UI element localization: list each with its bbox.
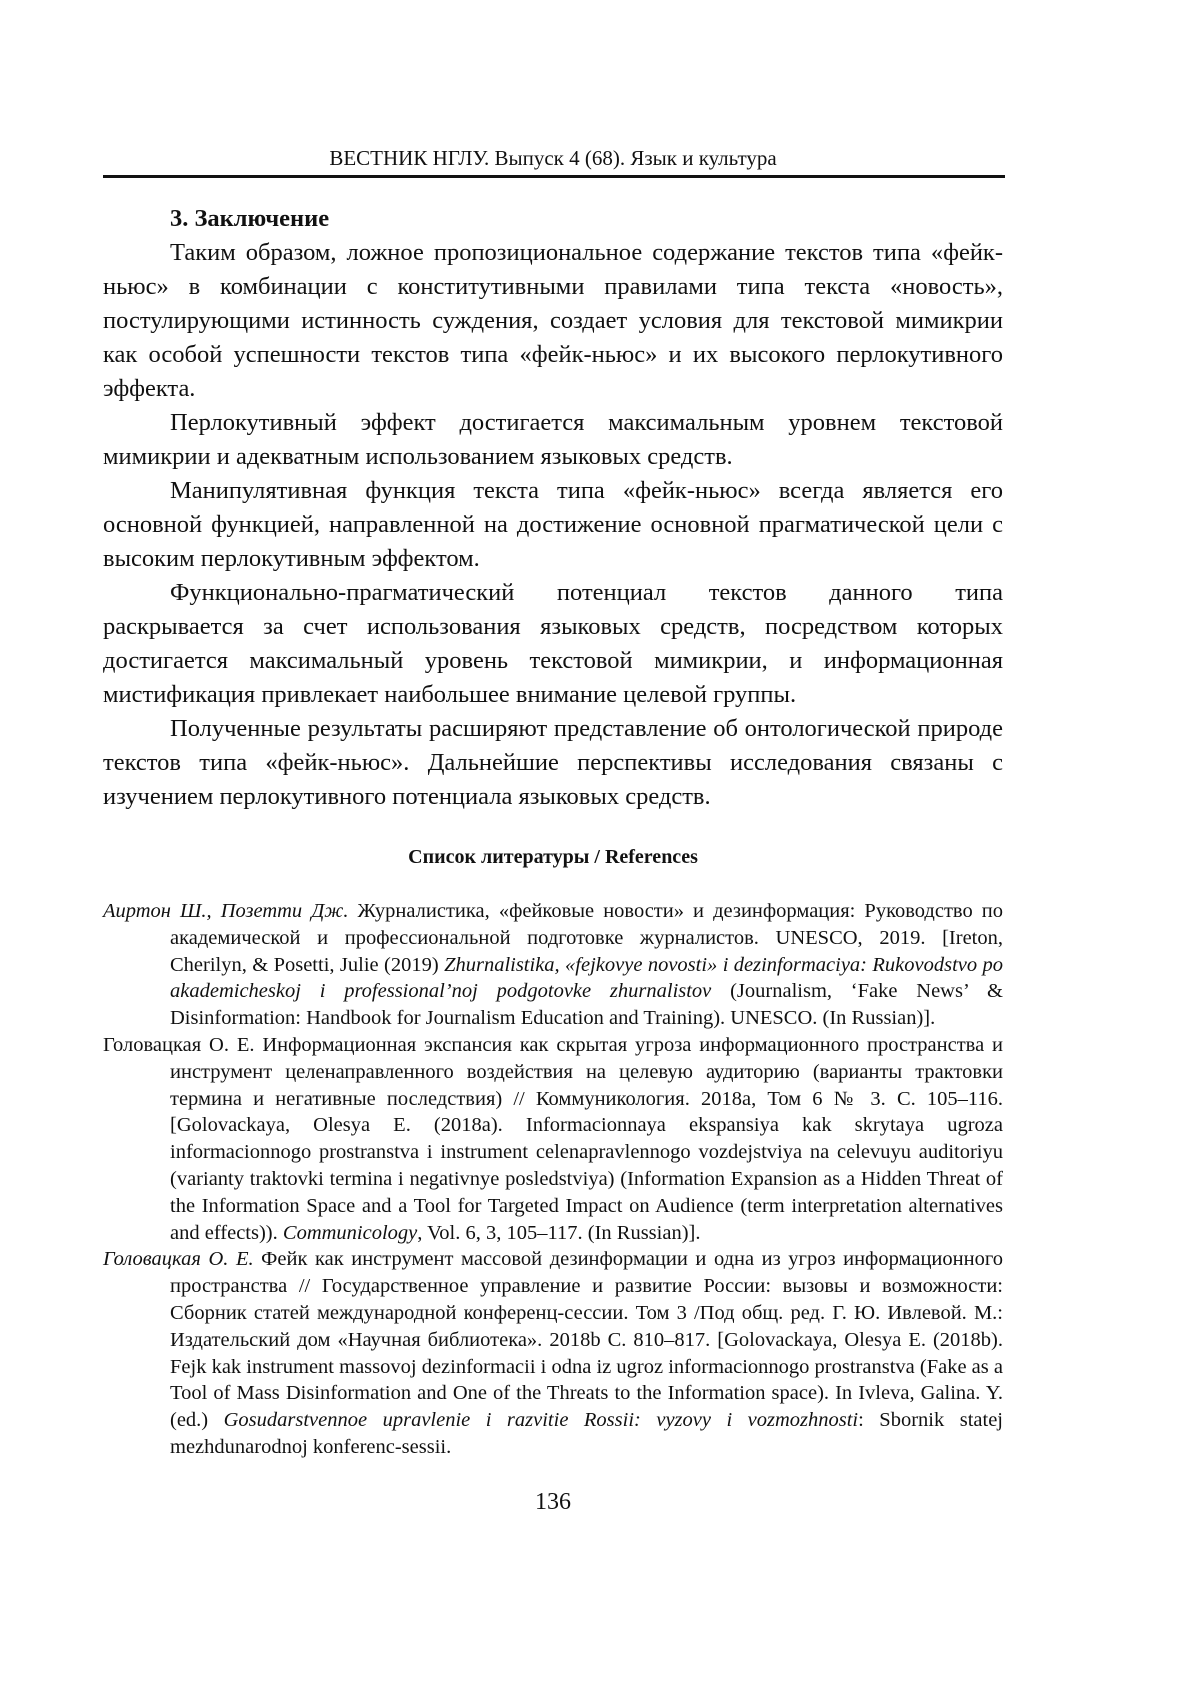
paragraph: Перлокутивный эффект достигается максимальным уровнем текстовой мимикрии и адекватным использованием языковых средств. [103, 406, 1003, 474]
running-header: ВЕСТНИК НГЛУ. Выпуск 4 (68). Язык и культура [103, 145, 1003, 171]
reference-text: Журналистика, «фейковые новости» и дезинформация: Руководство по академической и профессиональной подготовке журналистов. UNESCO, 2019. [Ireton, Cherilyn, & Posetti, Julie (2019) [170, 900, 1003, 976]
paragraph: Функционально-прагматический потенциал текстов данного типа раскрывается за счет использования языковых средств, посредством которых достигается максимальный уровень текстовой мимикрии, и информационная мистификация привлекает наибольшее внимание целевой группы. [103, 576, 1003, 712]
page-number: 136 [103, 1487, 1003, 1517]
page [103, 0, 1003, 1547]
paragraph: Таким образом, ложное пропозициональное содержание текстов типа «фейк-ньюс» в комбинации с конститутивными правилами типа текста «новость», постулирующими истинность суждения, создает условия для текстовой мимикрии как особой успешности текстов типа «фейк-ньюс» и их высокого перлокутивного эффекта. [103, 236, 1003, 406]
reference-text: (Journalism, ‘Fake News’ & Disinformation: Handbook for Journalism Education and Training). UNESCO. (In Russian)]. [170, 980, 1003, 1029]
reference-authors: Головацкая О. Е. [103, 1248, 254, 1270]
reference-item [103, 1032, 1003, 1246]
reference-authors: Аиртон Ш., Позетти Дж. [103, 900, 348, 922]
conclusion-section [103, 202, 1003, 814]
reference-text: , Vol. 6, 3, 105–117. (In Russian)]. [417, 1222, 700, 1244]
reference-list [103, 898, 1003, 1461]
reference-journal: Communicology [283, 1222, 417, 1244]
paragraph: Манипулятивная функция текста типа «фейк-ньюс» всегда является его основной функцией, направленной на достижение основной прагматической цели с высоким перлокутивным эффектом. [103, 474, 1003, 576]
references-title: Список литературы / References [103, 844, 1003, 870]
header-rule [103, 175, 1005, 178]
reference-text: Фейк как инструмент массовой дезинформации и одна из угроз информационного пространства // Государственное управление и развитие России: вызовы и возможности: Сборник статей международной конференц-сессии. Том 3 /Под общ. ред. Г. Ю. Ивлевой. М.: Издательский дом «Научная библиотека». 2018b С. 810–817. [Golovackaya, Olesya E. (2018b). Fejk kak instrument massovoj dezinformacii i odna iz ugroz informacionnogo prostranstva (Fake as a Tool of Mass Disinformation and One of the Threats to the Information space). In Ivleva, Galina. Y. (ed.) [170, 1248, 1003, 1431]
section-heading: 3. Заключение [170, 202, 1003, 236]
reference-item [103, 898, 1003, 1032]
reference-item [103, 1246, 1003, 1460]
reference-text: : Sbornik statej mezhdunarodnoj konferenc-sessii. [170, 1409, 1003, 1458]
reference-title-translit: Zhurnalistika, «fejkovye novosti» i dezinformaciya: Rukovodstvo po akademicheskoj i professional’noj podgotovke zhurnalistov [170, 954, 1003, 1003]
reference-book-title: Gosudarstvennoe upravlenie i razvitie Rossii: vyzovy i vozmozhnosti [224, 1409, 859, 1431]
paragraph: Полученные результаты расширяют представление об онтологической природе текстов типа «фейк-ньюс». Дальнейшие перспективы исследования связаны с изучением перлокутивного потенциала языковых средств. [103, 712, 1003, 814]
reference-text: Головацкая О. Е. Информационная экспансия как скрытая угроза информационного пространства и инструмент целенаправленного воздействия на целевую аудиторию (варианты трактовки термина и негативные последствия) // Коммуникология. 2018a, Том 6 № 3. С. 105–116. [Golovackaya, Olesya E. (2018a). Informacionnaya ekspansiya kak skrytaya ugroza informacionnogo prostranstva i instrument celenapravlennogo vozdejstviya na celevuyu auditoriyu (varianty traktovki termina i negativnye posledstviya) (Information Expansion as a Hidden Threat of the Information Space and a Tool for Targeted Impact on Audience (term interpretation alternatives and effects)). [103, 1034, 1003, 1244]
